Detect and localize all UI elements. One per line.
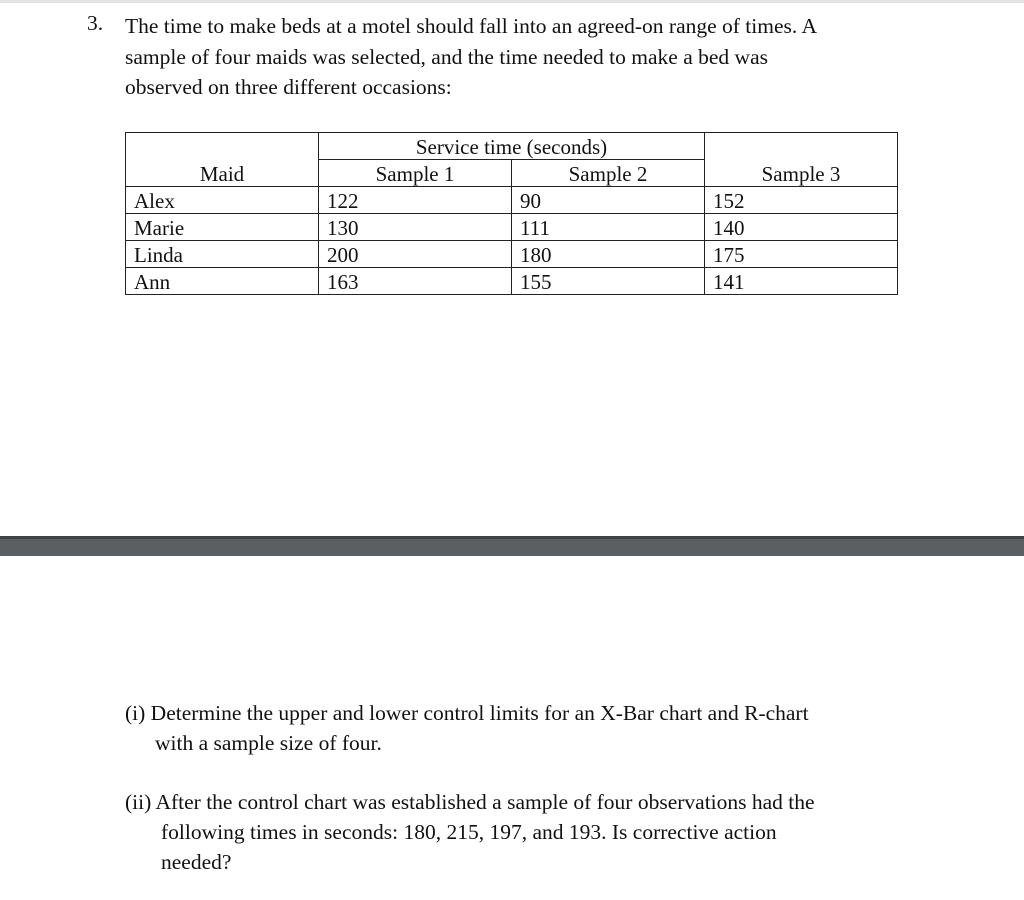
sample-value: 111 [512,214,705,241]
service-time-table [125,132,898,295]
sample3-header: Sample 3 [705,160,898,187]
maid-name: Marie [126,214,319,241]
part-ii-line: needed? [161,850,232,874]
question-text [125,11,915,103]
part-ii-text [125,787,925,877]
service-time-header: Service time (seconds) [319,133,705,160]
question-line: The time to make beds at a motel should fall into an agreed-on range of times. A [125,14,817,38]
sample1-header: Sample 1 [319,160,512,187]
question-line: sample of four maids was selected, and the time needed to make a bed was [125,44,768,69]
table-group-header-row [126,133,898,160]
top-border [0,0,1024,3]
maid-name: Ann [126,268,319,295]
sample-value: 163 [319,268,512,295]
table-row [126,214,898,241]
table-header-row [126,160,898,187]
sample-value: 140 [705,214,898,241]
table-row [126,241,898,268]
question-number: 3. [87,11,104,35]
page-divider [0,536,1024,556]
maid-header: Maid [126,160,319,187]
sample-value: 141 [705,268,898,295]
sample-value: 152 [705,187,898,214]
part-ii-line: (ii) After the control chart was established a sample of four observations had the [125,790,815,814]
sample-value: 90 [512,187,705,214]
maid-name: Alex [126,187,319,214]
sample3-header-top [705,133,898,160]
part-ii-line: following times in seconds: 180, 215, 197, and 193. Is corrective action [161,820,777,844]
sample2-header: Sample 2 [512,160,705,187]
table-row [126,268,898,295]
maid-header-top [126,133,319,160]
part-i-text [125,698,925,758]
sample-value: 175 [705,241,898,268]
question-line: observed on three different occasions: [125,75,452,99]
part-i-line: with a sample size of four. [155,731,382,755]
sample-value: 180 [512,241,705,268]
sample-value: 200 [319,241,512,268]
sample-value: 155 [512,268,705,295]
sample-value: 122 [319,187,512,214]
sample-value: 130 [319,214,512,241]
table-row [126,187,898,214]
part-i-line: (i) Determine the upper and lower control limits for an X-Bar chart and R-chart [125,701,809,725]
maid-name: Linda [126,241,319,268]
